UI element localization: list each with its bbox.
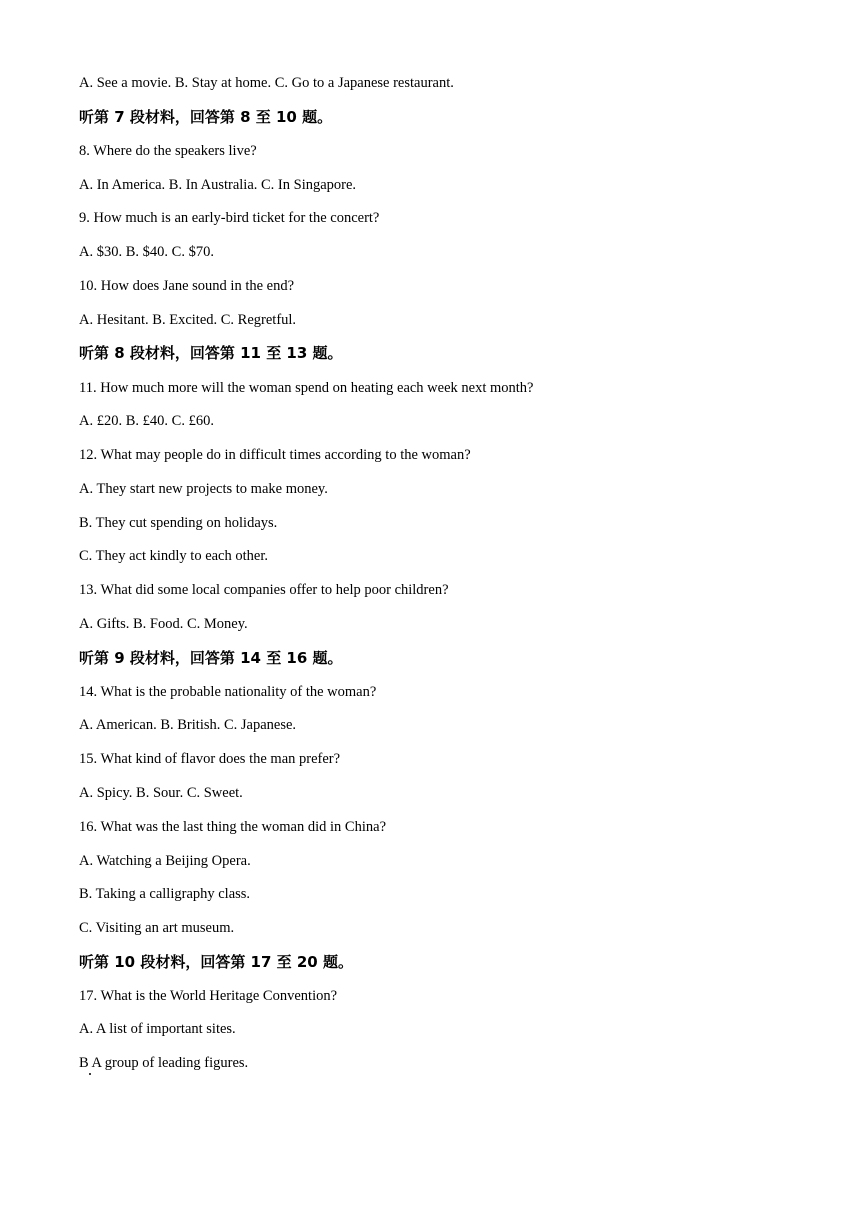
option-line: A. See a movie. B. Stay at home. C. Go to a Japanese restaurant. [79,75,454,91]
section-heading: 听第 9 段材料，回答第 14 至 16 题。 [79,649,343,667]
option-line: A. Hesitant. B. Excited. C. Regretful. [79,312,297,328]
option-line: A. They start new projects to make money. [79,481,328,497]
section-heading: 听第 8 段材料，回答第 11 至 13 题。 [79,344,343,362]
option-line: A. £20. B. £40. C. £60. [79,413,214,429]
option-line: A. Spicy. B. Sour. C. Sweet. [79,785,243,801]
option-line: A. American. B. British. C. Japanese. [79,717,297,733]
question-line: 16. What was the last thing the woman did in China? [79,819,386,835]
option-line: A. Watching a Beijing Opera. [79,853,251,869]
option-line: B. They cut spending on holidays. [79,515,278,531]
option-line: A. Gifts. B. Food. C. Money. [79,616,248,632]
question-line: 13. What did some local companies offer to help poor children? [79,582,449,598]
section-heading: 听第 7 段材料，回答第 8 至 10 题。 [79,108,333,126]
option-line: A. In America. B. In Australia. C. In Singapore. [79,177,357,193]
option-line: A. A list of important sites. [79,1021,236,1037]
question-line: 9. How much is an early-bird ticket for the concert? [79,210,380,226]
option-line: B A group of leading figures. [79,1055,249,1071]
question-line: 12. What may people do in difficult times according to the woman? [79,447,471,463]
option-line: A. $30. B. $40. C. $70. [79,244,214,260]
option-line: C. Visiting an art museum. [79,920,235,936]
question-line: 8. Where do the speakers live? [79,143,257,159]
question-line: 14. What is the probable nationality of the woman? [79,684,377,700]
stray-period-mark [89,1073,91,1075]
section-heading: 听第 10 段材料，回答第 17 至 20 题。 [79,953,353,971]
question-line: 11. How much more will the woman spend on heating each week next month? [79,380,534,396]
option-line: C. They act kindly to each other. [79,548,268,564]
question-line: 15. What kind of flavor does the man prefer? [79,751,341,767]
question-line: 10. How does Jane sound in the end? [79,278,295,294]
question-line: 17. What is the World Heritage Convention? [79,988,338,1004]
option-line: B. Taking a calligraphy class. [79,886,251,902]
